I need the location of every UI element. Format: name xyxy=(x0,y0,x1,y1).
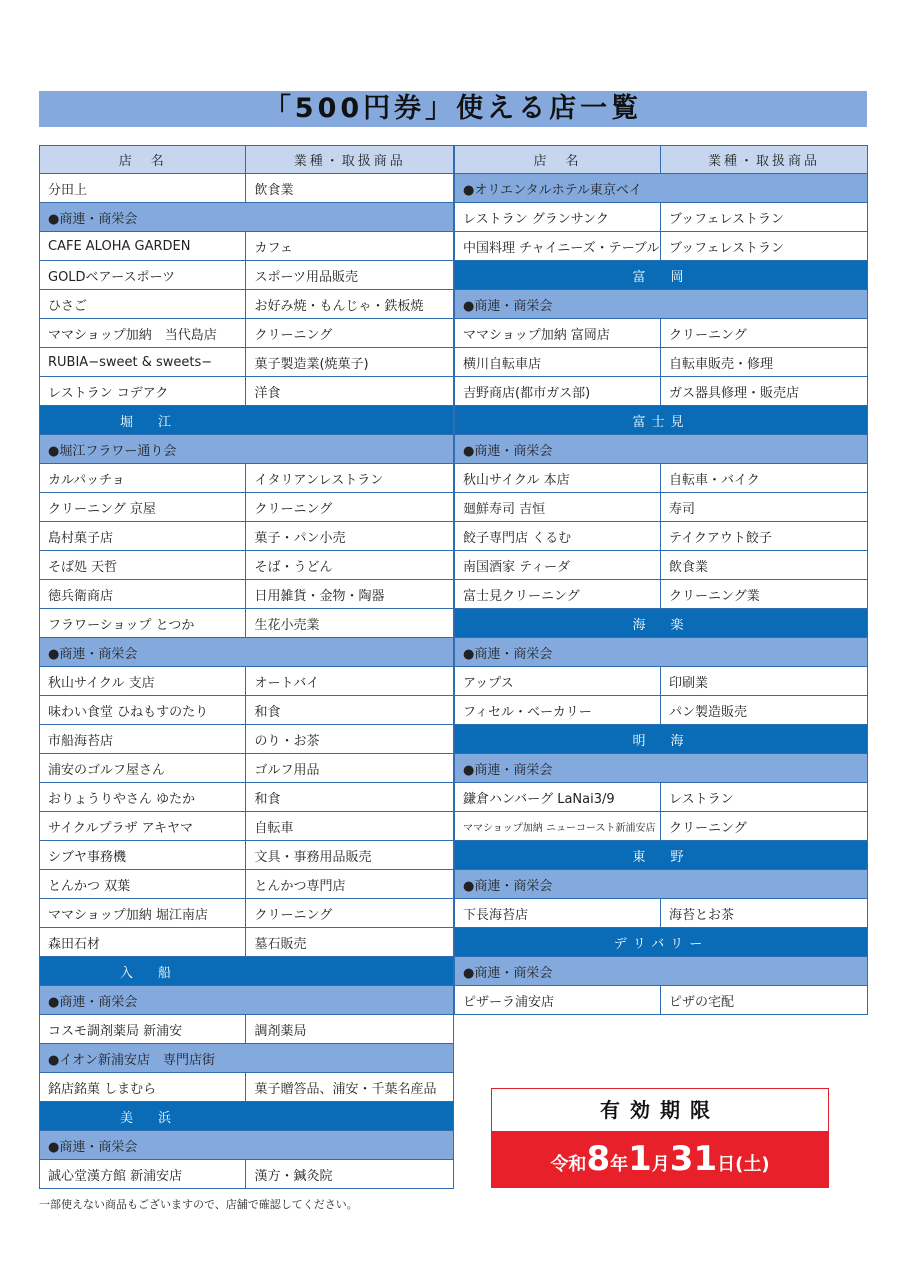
shop-name: ママショップ加納 堀江南店 xyxy=(40,899,246,928)
table-row xyxy=(40,464,454,493)
shop-business: 菓子・パン小売 xyxy=(246,522,454,551)
expiry-month: 1 xyxy=(628,1139,652,1179)
area-header-row xyxy=(40,957,454,986)
group-header-row xyxy=(455,174,868,203)
business-header: 業種・取扱商品 xyxy=(661,146,868,174)
table-row xyxy=(40,1073,454,1102)
table-row xyxy=(455,812,868,841)
shop-name-header: 店 名 xyxy=(40,146,246,174)
shop-business: 菓子製造業(焼菓子) xyxy=(246,348,454,377)
area-name: 美 浜 xyxy=(40,1102,454,1131)
expiry-day: 31 xyxy=(669,1139,718,1179)
shop-business: クリーニング xyxy=(246,493,454,522)
shop-business: イタリアンレストラン xyxy=(246,464,454,493)
shop-name: クリーニング 京屋 xyxy=(40,493,246,522)
group-header-row xyxy=(40,203,454,232)
shop-business: 印刷業 xyxy=(661,667,868,696)
group-header-row xyxy=(40,986,454,1015)
area-header-row xyxy=(455,609,868,638)
shop-name: GOLDベアースポーツ xyxy=(40,261,246,290)
group-header-row xyxy=(455,638,868,667)
shop-name: 下長海苔店 xyxy=(455,899,661,928)
expiry-box xyxy=(491,1088,829,1188)
table-row xyxy=(455,667,868,696)
table-row xyxy=(40,551,454,580)
area-name: 明 海 xyxy=(455,725,868,754)
shop-name: 島村菓子店 xyxy=(40,522,246,551)
group-header-row xyxy=(455,957,868,986)
table-row xyxy=(455,232,868,261)
shop-name: 吉野商店(都市ガス部) xyxy=(455,377,661,406)
shop-business: ブッフェレストラン xyxy=(661,203,868,232)
shop-business: スポーツ用品販売 xyxy=(246,261,454,290)
table-row xyxy=(40,696,454,725)
table-row xyxy=(40,493,454,522)
area-name: 海 楽 xyxy=(455,609,868,638)
shop-business: 漢方・鍼灸院 xyxy=(246,1160,454,1189)
shop-business: 飲食業 xyxy=(661,551,868,580)
shop-business: クリーニング xyxy=(661,812,868,841)
expiry-day-unit: 日 xyxy=(717,1154,736,1175)
shop-business: クリーニング xyxy=(246,319,454,348)
table-row xyxy=(40,928,454,957)
shop-name: 市船海苔店 xyxy=(40,725,246,754)
group-name: ●イオン新浦安店 専門店街 xyxy=(40,1044,454,1073)
shop-name: CAFE ALOHA GARDEN xyxy=(40,232,246,261)
group-header-row xyxy=(455,435,868,464)
table-header xyxy=(40,146,454,174)
shop-name: ピザーラ浦安店 xyxy=(455,986,661,1015)
table-row xyxy=(40,725,454,754)
expiry-year-unit: 年 xyxy=(610,1154,629,1175)
expiry-month-unit: 月 xyxy=(651,1154,670,1175)
shop-business: オートバイ xyxy=(246,667,454,696)
shop-business: ピザの宅配 xyxy=(661,986,868,1015)
shop-name: レストラン グランサンク xyxy=(455,203,661,232)
footnote: 一部使えない商品もございますので、店舗で確認してください。 xyxy=(39,1198,358,1211)
shop-business: のり・お茶 xyxy=(246,725,454,754)
table-row xyxy=(40,667,454,696)
area-name: 入 船 xyxy=(40,957,454,986)
table-row xyxy=(455,203,868,232)
shop-business: カフェ xyxy=(246,232,454,261)
table-row xyxy=(40,754,454,783)
table-row xyxy=(40,377,454,406)
area-name: 堀 江 xyxy=(40,406,454,435)
group-header-row xyxy=(40,638,454,667)
table-header xyxy=(455,146,868,174)
shop-business: 自転車・バイク xyxy=(661,464,868,493)
shop-business: 海苔とお茶 xyxy=(661,899,868,928)
shop-business: テイクアウト餃子 xyxy=(661,522,868,551)
table-row xyxy=(455,696,868,725)
table-row xyxy=(455,580,868,609)
shop-table-right xyxy=(454,145,868,1015)
table-row xyxy=(40,783,454,812)
shop-business: 自転車 xyxy=(246,812,454,841)
page-title: 「500円券」使える店一覧 xyxy=(39,91,867,127)
table-row xyxy=(455,986,868,1015)
area-name: 富士見 xyxy=(455,406,868,435)
group-header-row xyxy=(455,754,868,783)
shop-business: お好み焼・もんじゃ・鉄板焼 xyxy=(246,290,454,319)
shop-name: 誠心堂漢方館 新浦安店 xyxy=(40,1160,246,1189)
table-row xyxy=(455,522,868,551)
area-name: 東 野 xyxy=(455,841,868,870)
shop-name: サイクルプラザ アキヤマ xyxy=(40,812,246,841)
shop-name: ひさご xyxy=(40,290,246,319)
shop-name: 富士見クリーニング xyxy=(455,580,661,609)
business-header: 業種・取扱商品 xyxy=(246,146,454,174)
shop-business: パン製造販売 xyxy=(661,696,868,725)
area-header-row xyxy=(40,406,454,435)
table-row xyxy=(40,232,454,261)
expiry-year: 8 xyxy=(586,1139,611,1179)
area-header-row xyxy=(40,1102,454,1131)
group-name: ●商連・商栄会 xyxy=(455,957,868,986)
shop-business: ブッフェレストラン xyxy=(661,232,868,261)
shop-name: フラワーショップ とつか xyxy=(40,609,246,638)
shop-name: レストラン コデアク xyxy=(40,377,246,406)
area-header-row xyxy=(455,406,868,435)
table-row xyxy=(40,841,454,870)
table-row xyxy=(40,609,454,638)
shop-business: ゴルフ用品 xyxy=(246,754,454,783)
area-name: デリバリー xyxy=(455,928,868,957)
group-header-row xyxy=(455,870,868,899)
shop-business: 飲食業 xyxy=(246,174,454,203)
table-row xyxy=(40,174,454,203)
shop-name: そば処 天哲 xyxy=(40,551,246,580)
group-name: ●商連・商栄会 xyxy=(455,754,868,783)
shop-name: 秋山サイクル 支店 xyxy=(40,667,246,696)
shop-name: 銘店銘菓 しまむら xyxy=(40,1073,246,1102)
table-row xyxy=(455,377,868,406)
shop-business: 和食 xyxy=(246,783,454,812)
shop-business: レストラン xyxy=(661,783,868,812)
shop-business: クリーニング業 xyxy=(661,580,868,609)
shop-name: ママショップ加納 富岡店 xyxy=(455,319,661,348)
table-row xyxy=(455,464,868,493)
expiry-era: 令和 xyxy=(550,1154,587,1175)
shop-name: 鎌倉ハンバーグ LaNai3/9 xyxy=(455,783,661,812)
table-row xyxy=(40,870,454,899)
table-row xyxy=(40,1015,454,1044)
shop-name: カルパッチョ xyxy=(40,464,246,493)
group-name: ●商連・商栄会 xyxy=(455,290,868,319)
shop-name: 分田上 xyxy=(40,174,246,203)
shop-name: 森田石材 xyxy=(40,928,246,957)
group-name: ●商連・商栄会 xyxy=(40,986,454,1015)
shop-business: 文具・事務用品販売 xyxy=(246,841,454,870)
shop-name: 浦安のゴルフ屋さん xyxy=(40,754,246,783)
group-name: ●商連・商栄会 xyxy=(455,435,868,464)
group-header-row xyxy=(40,1131,454,1160)
shop-business: そば・うどん xyxy=(246,551,454,580)
shop-name: ママショップ加納 ニューコースト新浦安店 xyxy=(455,812,661,841)
group-name: ●商連・商栄会 xyxy=(40,1131,454,1160)
shop-business: 洋食 xyxy=(246,377,454,406)
shop-business: 日用雑貨・金物・陶器 xyxy=(246,580,454,609)
table-row xyxy=(40,580,454,609)
table-row xyxy=(455,783,868,812)
shop-name: 横川自転車店 xyxy=(455,348,661,377)
table-row xyxy=(40,1160,454,1189)
table-row xyxy=(455,551,868,580)
group-name: ●オリエンタルホテル東京ベイ xyxy=(455,174,868,203)
table-row xyxy=(40,348,454,377)
shop-business: 生花小売業 xyxy=(246,609,454,638)
shop-business: 自転車販売・修理 xyxy=(661,348,868,377)
shop-name: ママショップ加納 当代島店 xyxy=(40,319,246,348)
table-row xyxy=(40,319,454,348)
shop-name: 中国料理 チャイニーズ・テーブル xyxy=(455,232,661,261)
shop-business: 墓石販売 xyxy=(246,928,454,957)
shop-name: 廻鮮寿司 吉恒 xyxy=(455,493,661,522)
shop-business: ガス器具修理・販売店 xyxy=(661,377,868,406)
shop-name: 徳兵衛商店 xyxy=(40,580,246,609)
area-name: 富 岡 xyxy=(455,261,868,290)
shop-business: クリーニング xyxy=(661,319,868,348)
shop-name: コスモ調剤薬局 新浦安 xyxy=(40,1015,246,1044)
group-name: ●商連・商栄会 xyxy=(455,870,868,899)
area-header-row xyxy=(455,725,868,754)
table-row xyxy=(40,522,454,551)
expiry-heading: 有効期限 xyxy=(492,1089,828,1131)
shop-business: 和食 xyxy=(246,696,454,725)
table-row xyxy=(455,899,868,928)
table-row xyxy=(455,319,868,348)
shop-business: 調剤薬局 xyxy=(246,1015,454,1044)
expiry-weekday: (土) xyxy=(735,1154,770,1175)
shop-name: フィセル・ベーカリー xyxy=(455,696,661,725)
group-name: ●堀江フラワー通り会 xyxy=(40,435,454,464)
table-row xyxy=(40,261,454,290)
shop-name: 餃子専門店 くるむ xyxy=(455,522,661,551)
shop-table-left xyxy=(39,145,454,1189)
shop-name: おりょうりやさん ゆたか xyxy=(40,783,246,812)
table-row xyxy=(40,812,454,841)
table-row xyxy=(40,899,454,928)
area-header-row xyxy=(455,841,868,870)
group-header-row xyxy=(40,435,454,464)
shop-business: クリーニング xyxy=(246,899,454,928)
group-header-row xyxy=(455,290,868,319)
shop-name: 秋山サイクル 本店 xyxy=(455,464,661,493)
shop-business: とんかつ専門店 xyxy=(246,870,454,899)
table-row xyxy=(455,493,868,522)
shop-name: RUBIA−sweet & sweets− xyxy=(40,348,246,377)
shop-name: シブヤ事務機 xyxy=(40,841,246,870)
group-name: ●商連・商栄会 xyxy=(40,203,454,232)
area-header-row xyxy=(455,928,868,957)
group-header-row xyxy=(40,1044,454,1073)
shop-name-header: 店 名 xyxy=(455,146,661,174)
shop-name: 味わい食堂 ひねもすのたり xyxy=(40,696,246,725)
table-row xyxy=(455,348,868,377)
shop-name: アップス xyxy=(455,667,661,696)
shop-business: 菓子贈答品、浦安・千葉名産品 xyxy=(246,1073,454,1102)
expiry-date xyxy=(492,1131,828,1187)
group-name: ●商連・商栄会 xyxy=(40,638,454,667)
shop-business: 寿司 xyxy=(661,493,868,522)
area-header-row xyxy=(455,261,868,290)
shop-name: とんかつ 双葉 xyxy=(40,870,246,899)
shop-name: 南国酒家 ティーダ xyxy=(455,551,661,580)
table-row xyxy=(40,290,454,319)
group-name: ●商連・商栄会 xyxy=(455,638,868,667)
